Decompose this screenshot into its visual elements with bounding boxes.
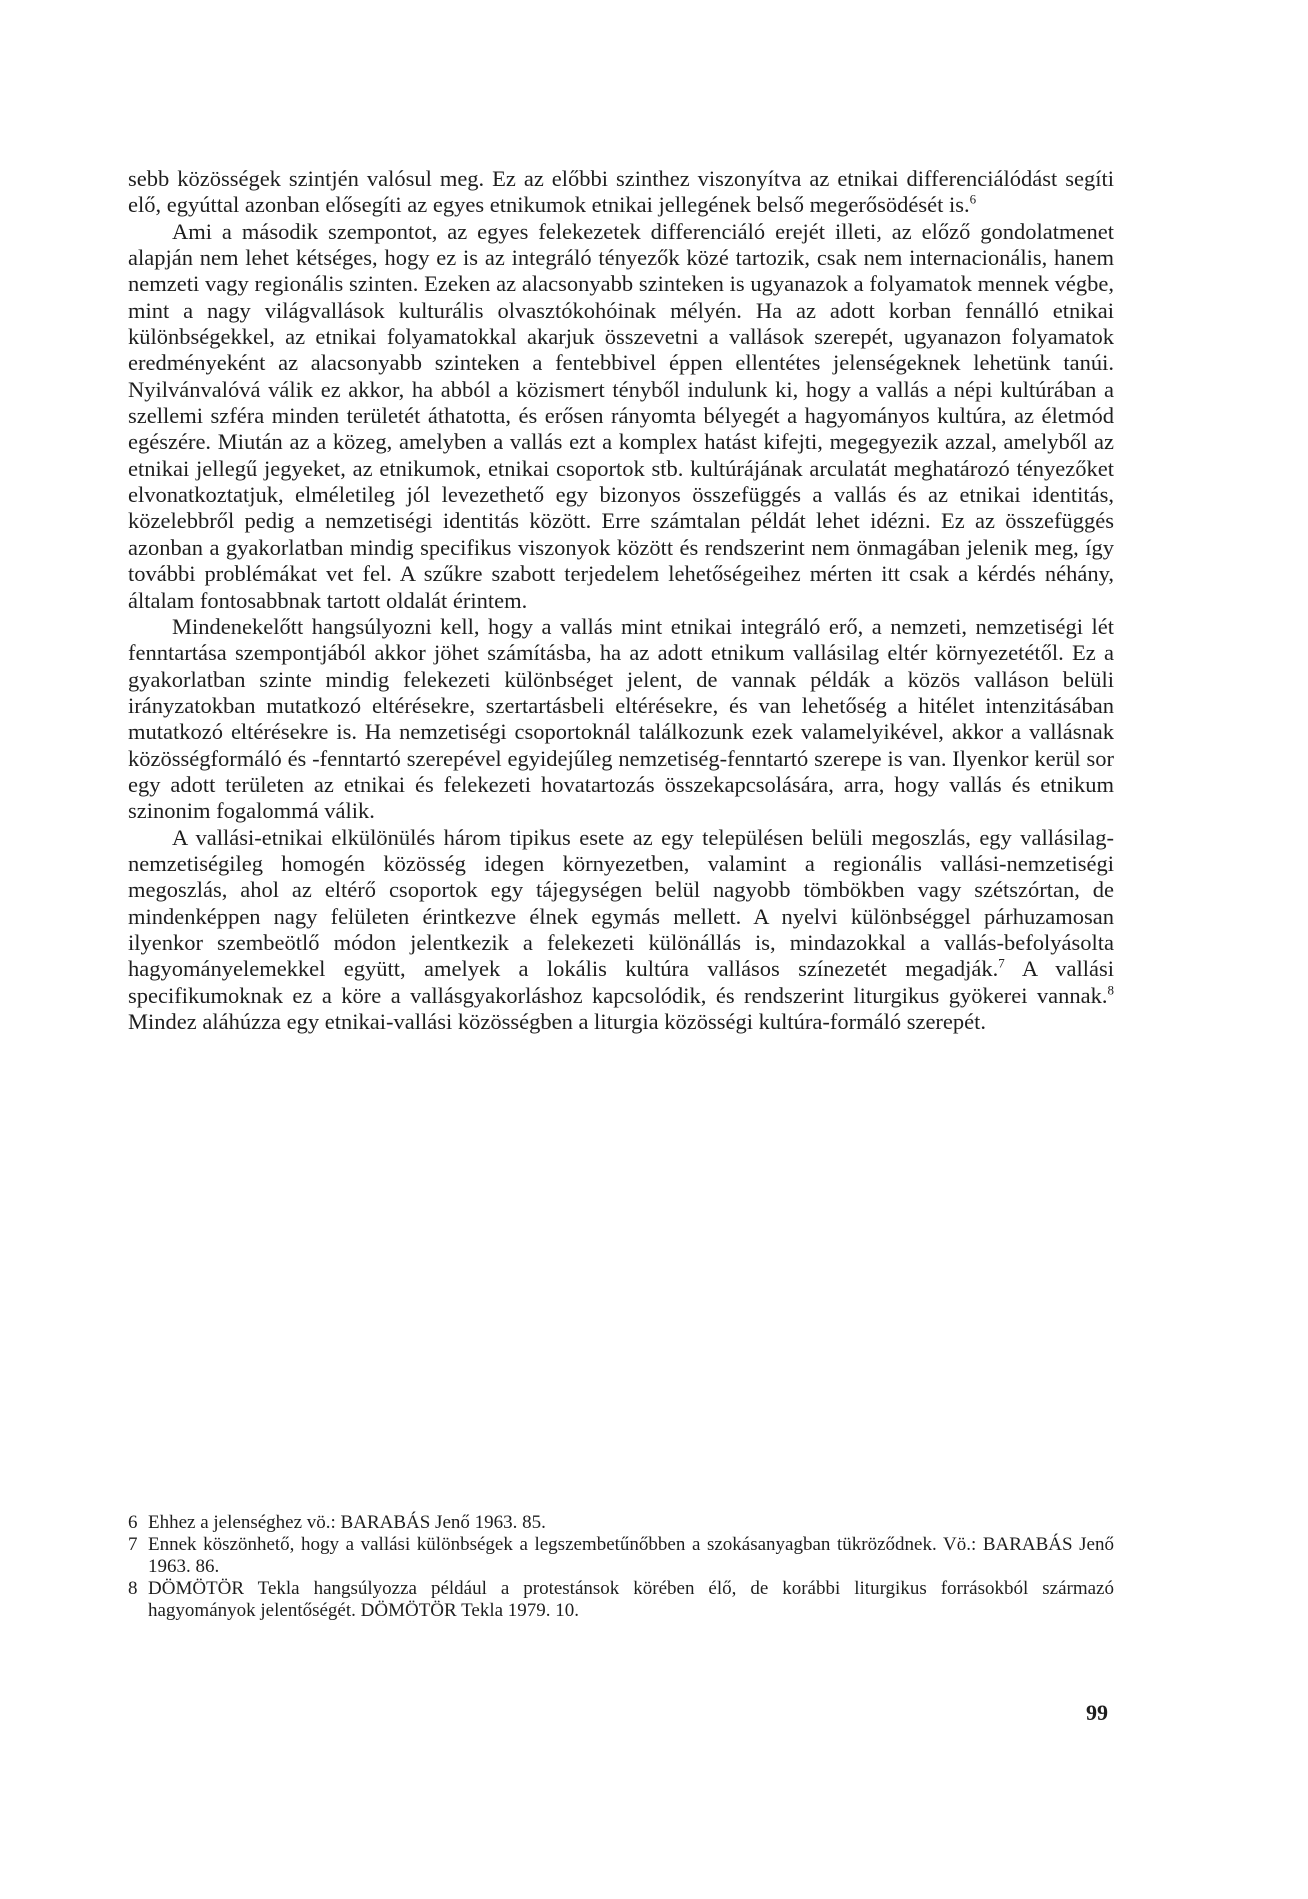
footnote-reference: 7 [998, 955, 1005, 971]
paragraph [128, 219, 1114, 614]
footnote [128, 1578, 1114, 1622]
paragraph [128, 614, 1114, 825]
paragraph-text: A vallási specifikumoknak ez a köre a vallásgyakorláshoz kapcsolódik, és rendszerint liturgikus gyökerei vannak. [128, 956, 1114, 1008]
footnote [128, 1512, 1114, 1534]
footnote-number: 8 [128, 1578, 138, 1599]
paragraph-text: Ami a második szempontot, az egyes felekezetek differenciáló erejét illeti, az előző gondolatmenet alapján nem lehet kétséges, hogy ez is az integráló tényezők közé tartozik, csak nem internacionális, hanem nemzeti vagy regionális szinten. Ezeken az alacsonyabb szinteken is ugyanazok a folyamatok mennek végbe, mint a nagy világvallások kulturális olvasztókohóinak mélyén. Ha az adott korban fennálló etnikai különbségekkel, az etnikai folyamatokkal akarjuk összevetni a vallások szerepét, ugyanazon folyamatok eredményeként az alacsonyabb szinteken a fentebbivel éppen ellentétes jelenségeknek lehetünk tanúi. Nyilvánvalóvá válik ez akkor, ha abból a közismert tényből indulunk ki, hogy a vallás a népi kultúrában a szellemi szféra minden területét áthatotta, és erősen rányomta bélyegét a hagyományos kultúra, az életmód egészére. Miután az a közeg, amelyben a vallás ezt a komplex hatást kifejti, megegyezik azzal, amelyből az etnikai jellegű jegyeket, az etnikumok, etnikai csoportok stb. kultúrájának arculatát meghatározó tényezőket elvonatkoztatjuk, elméletileg jól levezethető egy bizonyos összefüggés a vallás és az etnikai identitás, közelebbről pedig a nemzetiségi identitás között. Erre számtalan példát lehet idézni. Ez az összefüggés azonban a gyakorlatban mindig specifikus viszonyok között és rendszerint nem önmagában jelenik meg, így további problémákat vet fel. A szűkre szabott terjedelem lehetőségeihez mérten itt csak a kérdés néhány, általam fontosabbnak tartott oldalát érintem. [128, 218, 1114, 613]
body-text [128, 166, 1114, 1035]
paragraph-text: sebb közösségek szintjén valósul meg. Ez az előbbi szinthez viszonyítva az etnikai differenciálódást segíti elő, egyúttal azonban elősegíti az egyes etnikumok etnikai jellegének belső megerősödését is. [128, 166, 1114, 218]
paragraph-text: Mindenekelőtt hangsúlyozni kell, hogy a vallás mint etnikai integráló erő, a nemzeti, nemzetiségi lét fenntartása szempontjából akkor jöhet számításba, ha az adott etnikum vallásilag eltér környezetétől. Ez a gyakorlatban szinte mindig felekezeti különbséget jelent, de vannak példák a közös valláson belüli irányzatokban mutatkozó eltérésekre, szertartásbeli eltérésekre, és van lehetőség a hitélet intenzitásában mutatkozó eltérésekre is. Ha nemzetiségi csoportoknál találkozunk ezek valamelyikével, akkor a vallásnak közösségformáló és -fenntartó szerepével egyidejűleg nemzetiség-fenntartó szerepe is van. Ilyenkor kerül sor egy adott területen az etnikai és felekezeti hovatartozás összekapcsolására, arra, hogy vallás és etnikum szinonim fogalommá válik. [128, 613, 1114, 824]
paragraph [128, 825, 1114, 1036]
footnote-reference: 6 [969, 191, 977, 207]
footnote-number: 6 [128, 1512, 138, 1533]
footnote-text: DÖMÖTÖR Tekla hangsúlyozza például a protestánsok körében élő, de korábbi liturgikus forrásokból származó hagyományok jelentőségét. DÖMÖTÖR Tekla 1979. 10. [148, 1578, 1114, 1621]
footnotes [128, 1512, 1114, 1622]
footnote-text: Ehhez a jelenséghez vö.: BARABÁS Jenő 1963. 85. [148, 1512, 546, 1533]
page-number: 99 [1086, 1700, 1108, 1725]
footnote-text: Ennek köszönhető, hogy a vallási különbségek a legszembetűnőbben a szokásanyagban tükröződnek. Vö.: BARABÁS Jenő 1963. 86. [148, 1534, 1114, 1577]
paragraph-text: A vallási-etnikai elkülönülés három tipikus esete az egy településen belüli megoszlás, egy vallásilag-nemzetiségileg homogén közösség idegen környezetben, valamint a regionális vallási-nemzetiségi megoszlás, ahol az eltérő csoportok egy tájegységen belül nagyobb tömbökben vagy szétszórtan, de mindenképpen nagy felületen érintkezve élnek egymás mellett. A nyelvi különbséggel párhuzamosan ilyenkor szembeötlő módon jelentkezik a felekezeti különállás is, mindazokkal a vallás-befolyásolta hagyományelemekkel együtt, amelyek a lokális kultúra vallásos színezetét megadják. [128, 824, 1114, 982]
footnote [128, 1534, 1114, 1578]
paragraph-text: Mindez aláhúzza egy etnikai-vallási közösségben a liturgia közösségi kultúra-formáló szerepét. [128, 1009, 987, 1034]
footnote-reference: 8 [1107, 982, 1114, 998]
paragraph [128, 166, 1114, 219]
footnote-number: 7 [128, 1534, 138, 1555]
